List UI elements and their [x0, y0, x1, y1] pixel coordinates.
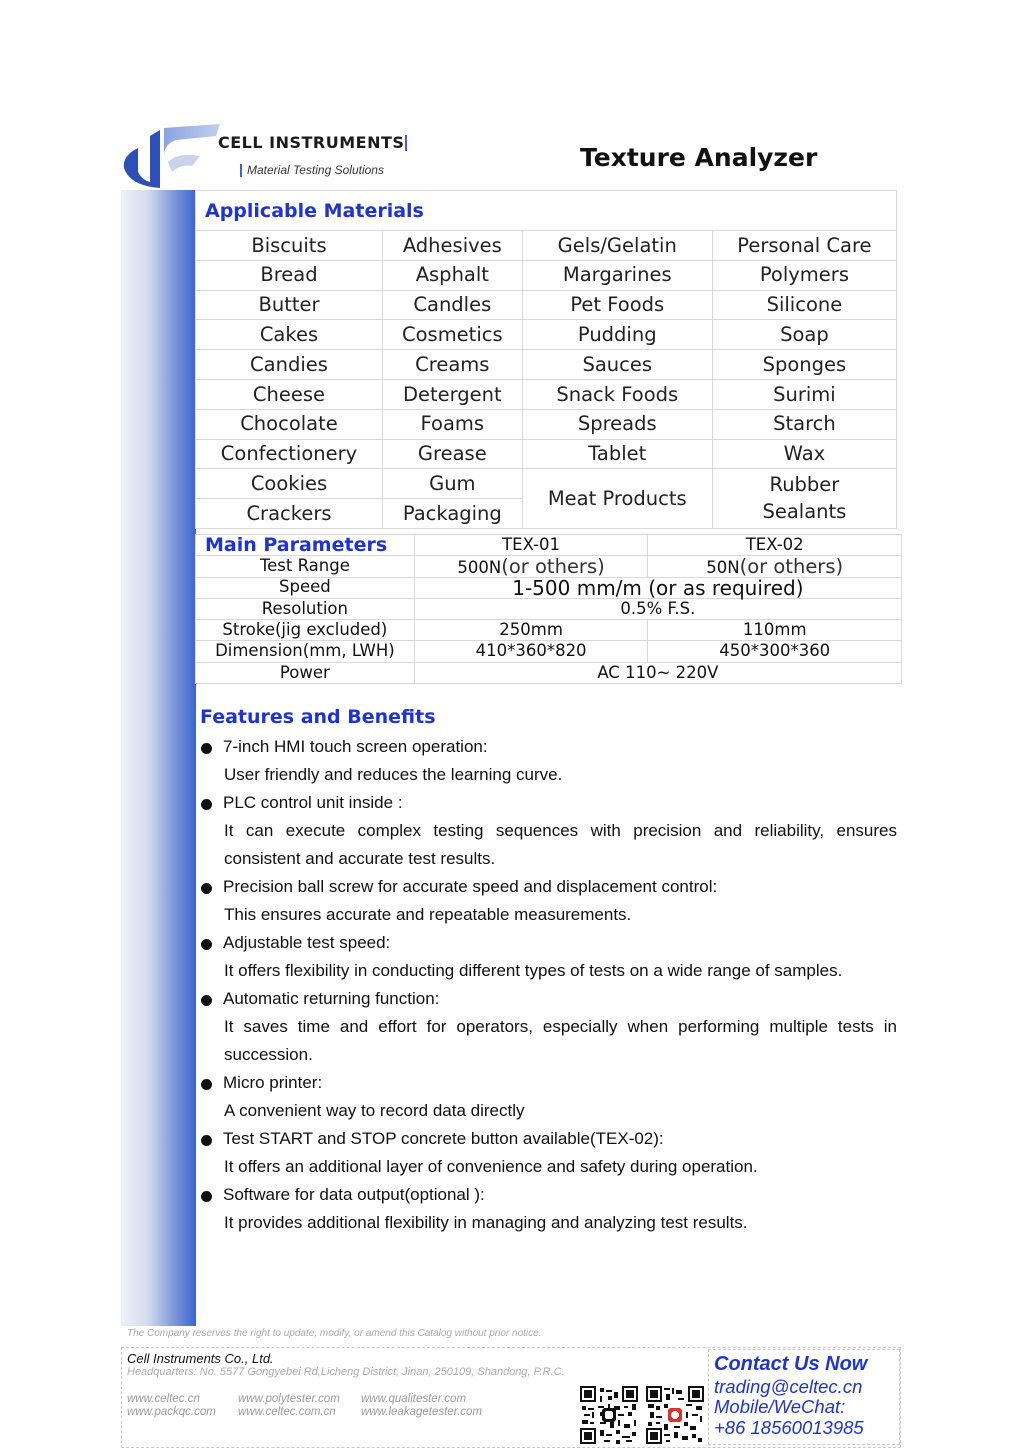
material-cell: Grease	[382, 439, 522, 469]
material-cell: Margarines	[522, 260, 712, 290]
features-list	[200, 733, 897, 1237]
material-cell: Foams	[382, 409, 522, 439]
material-cell: Snack Foods	[522, 379, 712, 409]
feature-desc: It can execute complex testing sequences with precision and reliability, ensures consistent and accurate test results.	[224, 821, 897, 868]
bullet-icon	[201, 1191, 212, 1202]
material-cell: Cosmetics	[382, 320, 522, 350]
website-link[interactable]: www.celtec.cn	[127, 1393, 200, 1405]
table-row	[196, 577, 902, 598]
materials-table	[195, 190, 897, 529]
feature-desc: This ensures accurate and repeatable measurements.	[224, 905, 632, 924]
param-label: Power	[196, 662, 415, 683]
list-item	[200, 1125, 897, 1181]
feature-title: Precision ball screw for accurate speed and displacement control:	[223, 877, 718, 896]
material-cell: Candles	[382, 290, 522, 320]
material-cell: Chocolate	[196, 409, 383, 439]
table-row	[196, 290, 897, 320]
feature-title: PLC control unit inside :	[223, 793, 403, 812]
material-cell: Pet Foods	[522, 290, 712, 320]
material-cell: Crackers	[196, 499, 383, 529]
material-cell: Bread	[196, 260, 383, 290]
bullet-icon	[201, 743, 212, 754]
material-cell: Detergent	[382, 379, 522, 409]
param-value: 450*300*360	[648, 641, 902, 662]
feature-desc: It offers flexibility in conducting different types of tests on a wide range of samples.	[224, 961, 843, 980]
bullet-icon	[201, 799, 212, 810]
material-cell: Spreads	[522, 409, 712, 439]
material-cell: Butter	[196, 290, 383, 320]
website-link[interactable]: www.qualitester.com	[361, 1393, 467, 1405]
param-value: AC 110~ 220V	[414, 662, 901, 683]
materials-heading-row	[196, 191, 897, 231]
feature-title-wrap	[200, 1125, 897, 1153]
material-cell: Tablet	[522, 439, 712, 469]
table-row	[196, 556, 902, 577]
range-value: 500N	[457, 557, 502, 577]
side-gradient-band	[121, 190, 196, 1326]
model-header: TEX-02	[648, 535, 902, 556]
feature-title-wrap	[200, 789, 897, 817]
wechat-qr-icon	[580, 1386, 638, 1444]
material-cell: Packaging	[382, 499, 522, 529]
feature-title: Test START and STOP concrete button available(TEX-02):	[223, 1129, 664, 1148]
feature-desc: It provides additional flexibility in managing and analyzing test results.	[224, 1213, 748, 1232]
list-item	[200, 733, 897, 789]
list-item	[200, 789, 897, 873]
material-cell: Pudding	[522, 320, 712, 350]
website-link[interactable]: www.packqc.com	[127, 1406, 216, 1418]
feature-title: 7-inch HMI touch screen operation:	[223, 737, 488, 756]
material-cell: Polymers	[712, 260, 896, 290]
material-cell: Soap	[712, 320, 896, 350]
list-item	[200, 1181, 897, 1237]
material-cell: Wax	[712, 439, 896, 469]
param-value	[414, 556, 648, 577]
material-cell: Biscuits	[196, 231, 383, 261]
features-heading: Features and Benefits	[200, 706, 436, 728]
tagline-divider	[240, 164, 242, 177]
table-row	[196, 231, 897, 261]
bullet-icon	[201, 1079, 212, 1090]
disclaimer: The Company reserves the right to update, modify, or amend this Catalog without prior notice.	[127, 1328, 542, 1339]
material-cell: Candies	[196, 350, 383, 380]
table-row	[196, 439, 897, 469]
list-item	[200, 929, 897, 985]
param-label: Stroke(jig excluded)	[196, 620, 415, 641]
range-value: 50N	[706, 557, 740, 577]
material-cell: Sponges	[712, 350, 896, 380]
table-row	[196, 598, 902, 619]
feature-desc: User friendly and reduces the learning curve.	[224, 765, 563, 784]
parameters-table	[195, 534, 902, 684]
range-note: (or others)	[739, 554, 844, 578]
param-label: Speed	[196, 577, 415, 598]
material-cell: Starch	[712, 409, 896, 439]
param-label: Dimension(mm, LWH)	[196, 641, 415, 662]
table-row	[196, 379, 897, 409]
material-cell: Cheese	[196, 379, 383, 409]
website-link[interactable]: www.polytester.com	[238, 1393, 340, 1405]
param-value: 110mm	[648, 620, 902, 641]
table-row	[196, 535, 902, 556]
brand-divider	[405, 135, 407, 151]
feature-title-wrap	[200, 929, 897, 957]
phone-number: +86 18560013985	[714, 1417, 864, 1438]
bullet-icon	[201, 1135, 212, 1146]
material-cell: Sauces	[522, 350, 712, 380]
material-cell: Adhesives	[382, 231, 522, 261]
bullet-icon	[201, 995, 212, 1006]
feature-desc: It offers an additional layer of convenience and safety during operation.	[224, 1157, 758, 1176]
cell-instruments-logo-icon	[120, 122, 230, 192]
feature-title-wrap	[200, 733, 897, 761]
material-cell: Cookies	[196, 469, 383, 499]
weibo-qr-icon	[646, 1386, 704, 1444]
material-cell: Silicone	[712, 290, 896, 320]
param-value: 0.5% F.S.	[414, 598, 901, 619]
model-header: TEX-01	[414, 535, 648, 556]
brand-name: CELL INSTRUMENTS	[218, 133, 405, 152]
list-item	[200, 873, 897, 929]
material-cell: Gels/Gelatin	[522, 231, 712, 261]
bullet-icon	[201, 883, 212, 894]
material-cell-merged: Meat Products	[522, 469, 712, 529]
feature-title-wrap	[200, 985, 897, 1013]
feature-title-wrap	[200, 873, 897, 901]
page-title: Texture Analyzer	[580, 143, 818, 172]
table-row	[196, 469, 897, 499]
company-headquarters: Headquarters: No. 5577 Gongyebei Rd,Licheng District, Jinan, 250109, Shandong, P.R.C.	[127, 1366, 565, 1378]
website-link[interactable]: www.celtec.com.cn	[238, 1406, 336, 1418]
list-item	[200, 985, 897, 1069]
material-cell: Confectionery	[196, 439, 383, 469]
feature-title: Micro printer:	[223, 1073, 323, 1092]
param-value: 250mm	[414, 620, 648, 641]
material-cell-merged	[712, 469, 896, 529]
feature-title: Adjustable test speed:	[223, 933, 391, 952]
range-note: (or others)	[501, 554, 605, 578]
material-cell: Surimi	[712, 379, 896, 409]
material-cell: Asphalt	[382, 260, 522, 290]
feature-title-wrap	[200, 1181, 897, 1209]
list-item	[200, 1069, 897, 1125]
param-value	[648, 556, 902, 577]
table-row	[196, 641, 902, 662]
material-rubber: Rubber	[769, 473, 840, 497]
param-label: Test Range	[196, 556, 415, 577]
email-link[interactable]: trading@celtec.cn	[714, 1376, 863, 1397]
table-row	[196, 260, 897, 290]
feature-desc: A convenient way to record data directly	[224, 1101, 525, 1120]
table-row	[196, 409, 897, 439]
contact-title: Contact Us Now	[714, 1353, 868, 1375]
material-cell: Personal Care	[712, 231, 896, 261]
feature-title: Software for data output(optional ):	[223, 1185, 485, 1204]
param-value: 1-500 mm/m (or as required)	[414, 577, 901, 598]
param-label: Resolution	[196, 598, 415, 619]
material-cell: Cakes	[196, 320, 383, 350]
materials-heading: Applicable Materials	[205, 199, 424, 222]
material-cell: Creams	[382, 350, 522, 380]
parameters-heading: Main Parameters	[205, 533, 388, 556]
parameters-heading-cell	[196, 535, 415, 556]
company-name: Cell Instruments Co., Ltd.	[127, 1351, 274, 1366]
material-cell: Gum	[382, 469, 522, 499]
param-value: 410*360*820	[414, 641, 648, 662]
table-row	[196, 620, 902, 641]
website-link[interactable]: www.leakagetester.com	[361, 1406, 483, 1418]
brand-tagline: Material Testing Solutions	[247, 163, 384, 177]
feature-title-wrap	[200, 1069, 897, 1097]
materials-heading-cell	[196, 191, 897, 231]
table-row	[196, 320, 897, 350]
table-row	[196, 350, 897, 380]
bullet-icon	[201, 939, 212, 950]
material-sealants: Sealants	[762, 499, 847, 523]
feature-title: Automatic returning function:	[223, 989, 440, 1008]
feature-desc: It saves time and effort for operators, especially when performing multiple tests in succession.	[224, 1017, 897, 1064]
table-row	[196, 662, 902, 683]
mobile-label: Mobile/WeChat:	[714, 1396, 846, 1417]
